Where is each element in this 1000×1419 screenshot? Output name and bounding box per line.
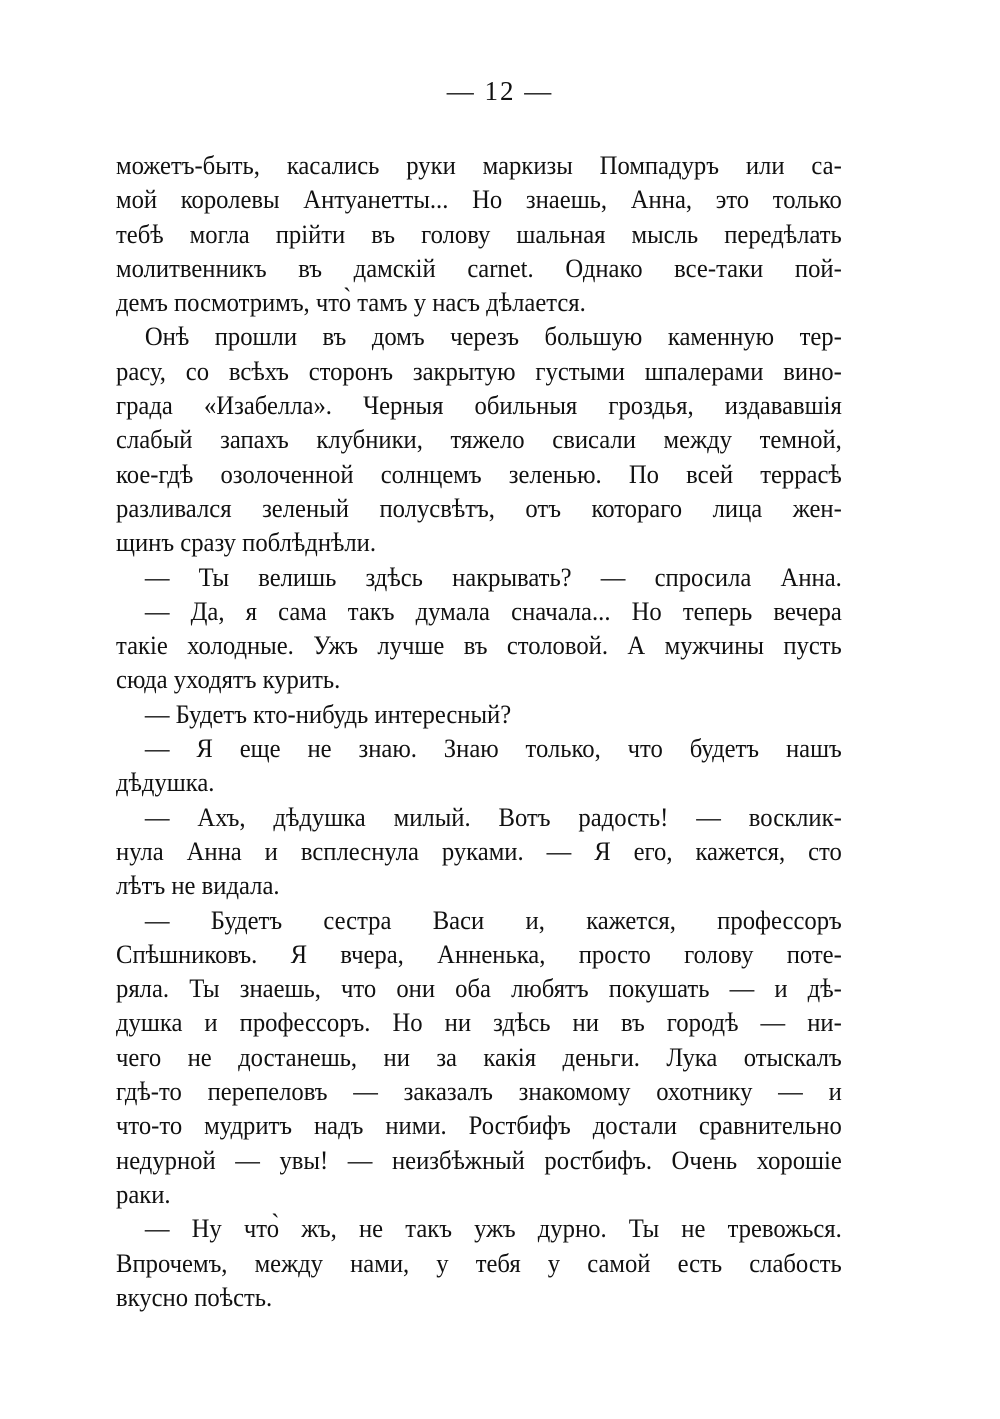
- text-line: молитвенникъ въ дамскій carnet. Однако все-таки пой-: [116, 252, 842, 283]
- text-line: щинъ сразу поблѣднѣли.: [116, 527, 377, 558]
- text-line: града «Изабелла». Черныя обильныя гроздья, издававшія: [116, 390, 842, 421]
- text-line: ряла. Ты знаешь, что они оба любятъ покушать — и дѣ-: [116, 973, 842, 1004]
- body-text: [116, 148, 842, 1314]
- text-line: раки.: [116, 1178, 171, 1209]
- text-line: — Я еще не знаю. Знаю только, что будетъ нашъ: [144, 733, 842, 764]
- text-line: чего не достанешь, ни за какія деньги. Лука отыскалъ: [116, 1041, 842, 1072]
- text-line: Онѣ прошли въ домъ черезъ большую каменную тер-: [144, 321, 842, 352]
- text-line: можетъ-быть, касались руки маркизы Помпадуръ или са-: [116, 150, 842, 180]
- text-line: слабый запахъ клубники, тяжело свисали между темной,: [116, 424, 842, 455]
- text-line: вкусно поѣсть.: [116, 1281, 273, 1312]
- text-line: — Будетъ сестра Васи и, кажется, профессоръ: [144, 904, 842, 935]
- text-line: — Ахъ, дѣдушка милый. Вотъ радость! — восклик-: [144, 801, 842, 832]
- text-line: гдѣ-то перепеловъ — заказалъ знакомому охотнику — и: [116, 1076, 842, 1107]
- text-line: сюда уходятъ курить.: [116, 664, 341, 695]
- text-line: — Ты велишь здѣсь накрывать? — спросила Анна.: [144, 561, 842, 592]
- text-line: — Ну что̀ жъ, не такъ ужъ дурно. Ты не тревожься.: [144, 1213, 842, 1244]
- text-line: демъ посмотримъ, что̀ тамъ у насъ дѣлается.: [116, 287, 586, 318]
- text-line: лѣтъ не видала.: [116, 870, 280, 901]
- text-line: такіе холодные. Ужъ лучше въ столовой. А мужчины пусть: [116, 630, 842, 661]
- text-line: кое-гдѣ озолоченной солнцемъ зеленью. По всей террасѣ: [116, 458, 842, 489]
- text-line: Впрочемъ, между нами, у тебя у самой есть слабость: [116, 1247, 842, 1278]
- text-line: тебѣ могла прійти въ голову шальная мысль передѣлать: [116, 218, 842, 249]
- text-line: разливался зеленый полусвѣтъ, отъ котораго лица жен-: [116, 492, 842, 523]
- text-line: душка и профессоръ. Но ни здѣсь ни въ городѣ — ни-: [116, 1007, 842, 1038]
- text-line: нула Анна и всплеснула руками. — Я его, кажется, сто: [116, 835, 842, 866]
- text-line: что-то мудритъ надъ ними. Ростбифъ достали сравнительно: [116, 1110, 842, 1141]
- text-line: — Будетъ кто-нибудь интересный?: [144, 698, 512, 729]
- text-line: недурной — увы! — неизбѣжный ростбифъ. Очень хорошіе: [116, 1144, 842, 1175]
- text-line: Спѣшниковъ. Я вчера, Анненька, просто голову поте-: [116, 938, 842, 969]
- text-line: расу, со всѣхъ сторонъ закрытую густыми шпалерами вино-: [116, 355, 842, 386]
- page-number: — 12 —: [446, 76, 554, 106]
- text-line: мой королевы Антуанетты... Но знаешь, Анна, это только: [116, 184, 842, 215]
- text-line: — Да, я сама такъ думала сначала... Но теперь вечера: [144, 595, 842, 626]
- text-line: дѣдушка.: [116, 767, 215, 798]
